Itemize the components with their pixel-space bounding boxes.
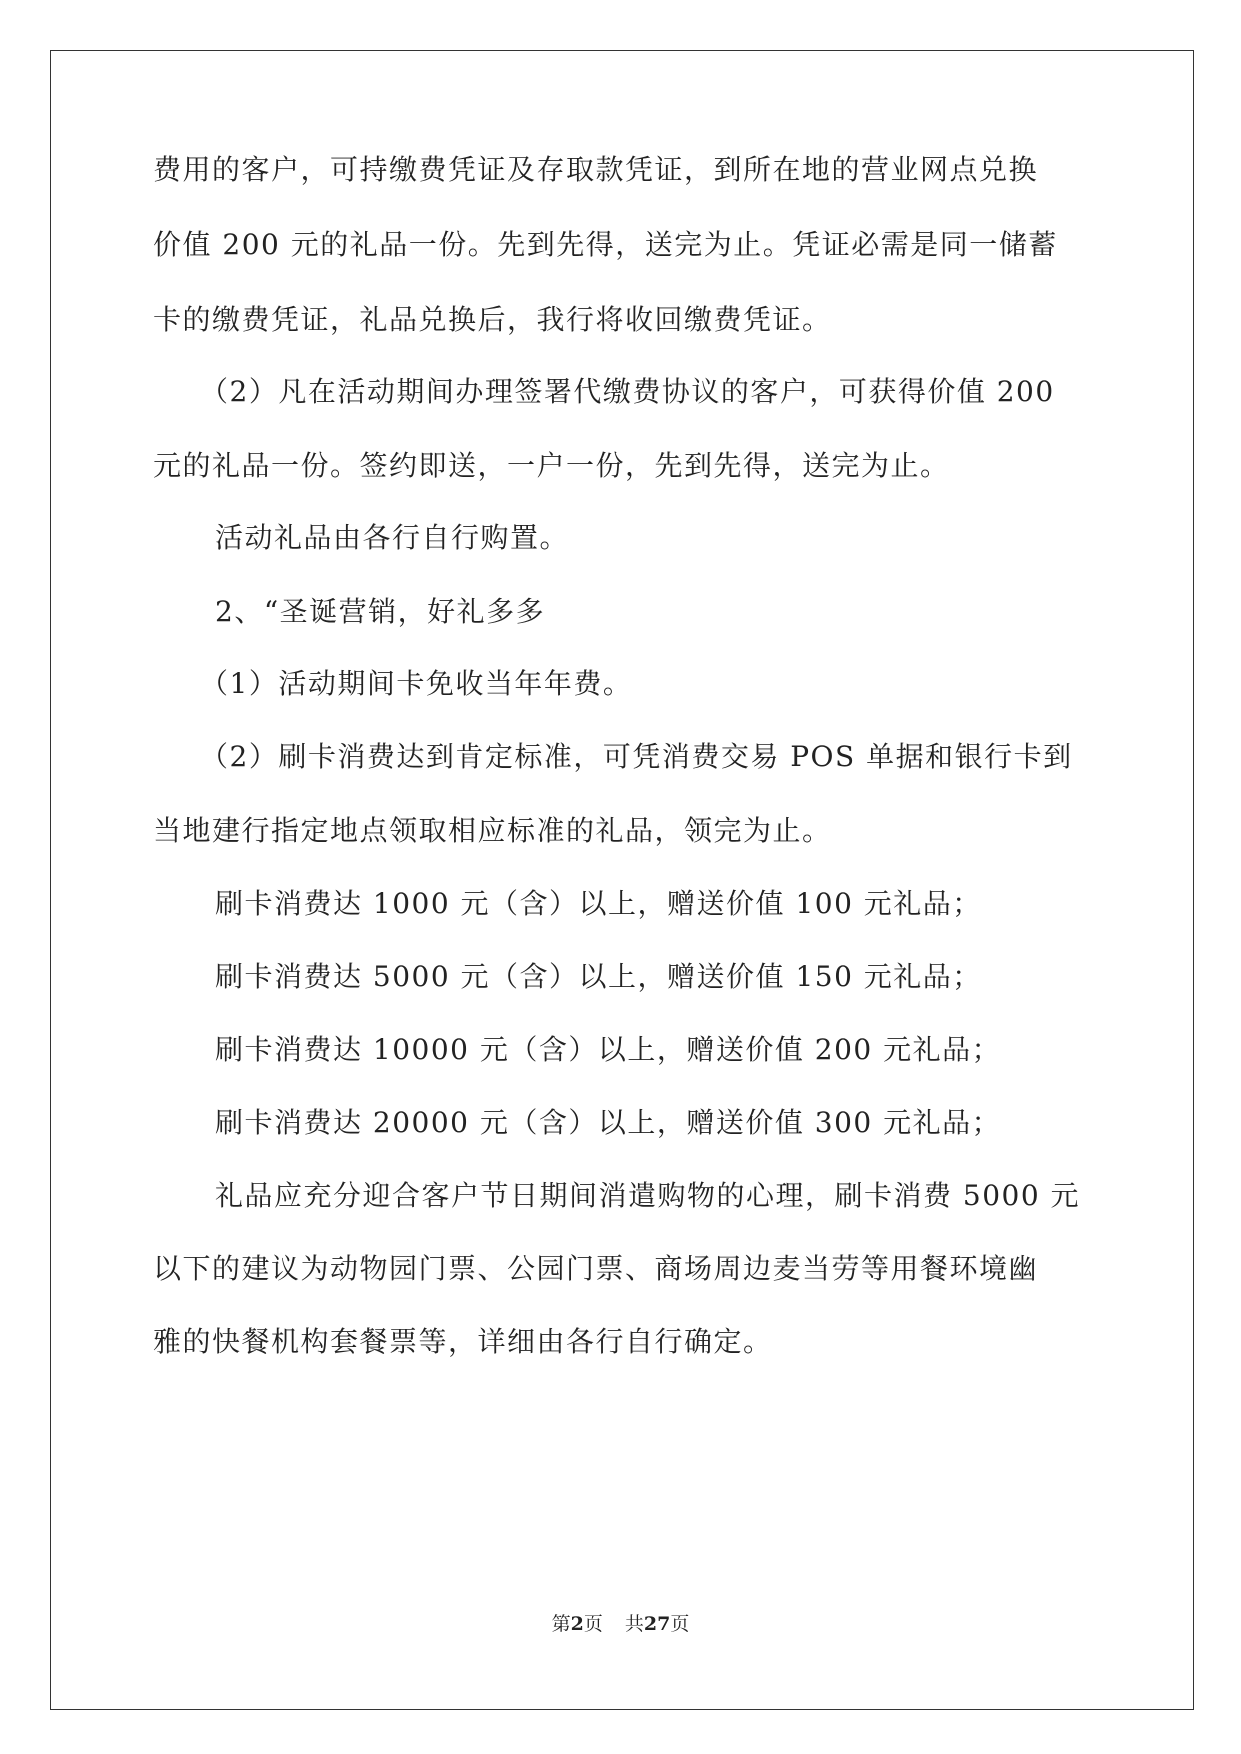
body-line-9: （2）刷卡消费达到肯定标准，可凭消费交易 POS 单据和银行卡到 [200, 740, 1073, 773]
section-heading-2: 2、“圣诞营销，好礼多多 [215, 595, 546, 628]
body-line-3: 卡的缴费凭证，礼品兑换后，我行将收回缴费凭证。 [153, 303, 832, 336]
page-footer [0, 1612, 1241, 1636]
body-line-8: （1）活动期间卡免收当年年费。 [200, 667, 633, 700]
body-line-5: 元的礼品一份。签约即送，一户一份，先到先得，送完为止。 [153, 449, 950, 482]
body-line-10: 当地建行指定地点领取相应标准的礼品，领完为止。 [153, 814, 832, 847]
body-line-17: 雅的快餐机构套餐票等，详细由各行自行确定。 [153, 1325, 773, 1358]
footer-total-pages: 27 [643, 1613, 671, 1635]
footer-page-suffix: 页 [583, 1613, 603, 1635]
body-line-6: 活动礼品由各行自行购置。 [215, 521, 570, 554]
footer-total-suffix: 页 [670, 1613, 690, 1635]
tier-line-3: 刷卡消费达 10000 元（含）以上，赠送价值 200 元礼品； [215, 1033, 1002, 1066]
body-line-15: 礼品应充分迎合客户节日期间消遣购物的心理，刷卡消费 5000 元 [215, 1179, 1081, 1212]
page-border [50, 50, 1194, 1710]
footer-page-prefix: 第 [551, 1613, 571, 1635]
footer-total-prefix: 共 [624, 1613, 644, 1635]
body-line-1: 费用的客户，可持缴费凭证及存取款凭证，到所在地的营业网点兑换 [153, 153, 1039, 186]
body-line-4: （2）凡在活动期间办理签署代缴费协议的客户，可获得价值 200 [200, 375, 1055, 408]
body-line-2: 价值 200 元的礼品一份。先到先得，送完为止。凭证必需是同一储蓄 [153, 228, 1058, 261]
tier-line-4: 刷卡消费达 20000 元（含）以上，赠送价值 300 元礼品； [215, 1106, 1002, 1139]
tier-line-1: 刷卡消费达 1000 元（含）以上，赠送价值 100 元礼品； [215, 887, 982, 920]
body-line-16: 以下的建议为动物园门票、公园门票、商场周边麦当劳等用餐环境幽 [153, 1252, 1039, 1285]
tier-line-2: 刷卡消费达 5000 元（含）以上，赠送价值 150 元礼品； [215, 960, 982, 993]
footer-page-number: 2 [570, 1613, 584, 1635]
